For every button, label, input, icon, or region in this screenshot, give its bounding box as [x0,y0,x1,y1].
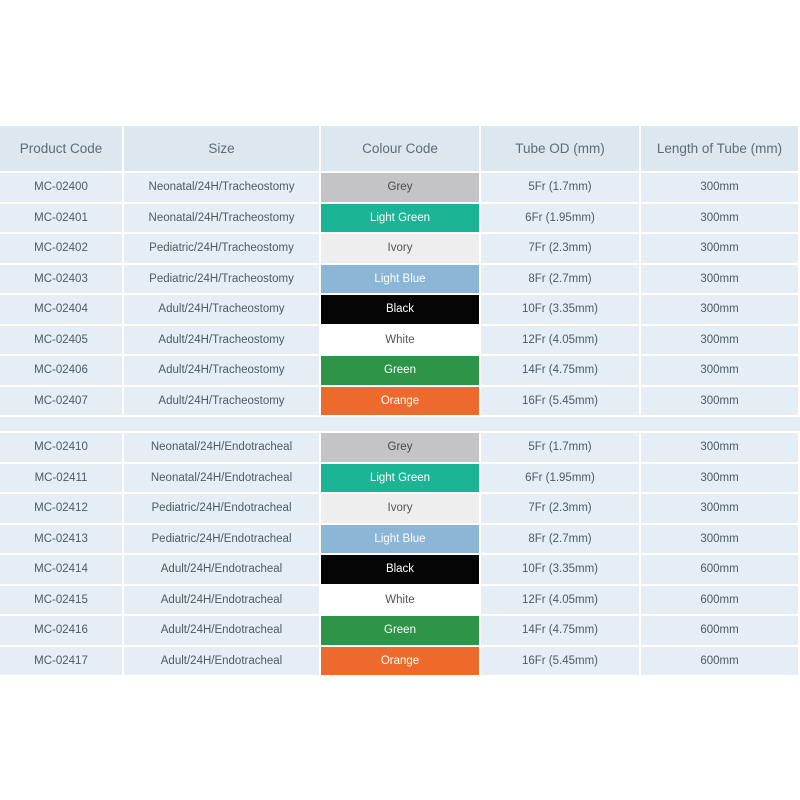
product-code-cell: MC-02402 [0,234,122,263]
colour-code-swatch: Black [321,295,479,324]
colour-code-swatch: Grey [321,433,479,462]
colour-code-swatch: Light Green [321,204,479,233]
colour-code-swatch: Ivory [321,494,479,523]
product-code-cell: MC-02410 [0,433,122,462]
size-cell: Adult/24H/Tracheostomy [124,356,319,385]
tube-od-cell: 14Fr (4.75mm) [481,616,639,645]
tube-od-cell: 6Fr (1.95mm) [481,204,639,233]
length-cell: 300mm [641,433,798,462]
product-code-cell: MC-02414 [0,555,122,584]
length-cell: 300mm [641,387,798,416]
colour-code-swatch: Light Blue [321,525,479,554]
tube-od-cell: 5Fr (1.7mm) [481,173,639,202]
tube-od-cell: 10Fr (3.35mm) [481,555,639,584]
product-code-cell: MC-02416 [0,616,122,645]
size-cell: Adult/24H/Tracheostomy [124,295,319,324]
size-cell: Adult/24H/Endotracheal [124,555,319,584]
length-cell: 300mm [641,356,798,385]
size-cell: Adult/24H/Tracheostomy [124,326,319,355]
table-row [0,647,800,676]
colour-code-swatch: Light Blue [321,265,479,294]
table-body [0,173,800,675]
table-row [0,387,800,416]
table-row [0,616,800,645]
tube-od-cell: 7Fr (2.3mm) [481,234,639,263]
size-cell: Neonatal/24H/Endotracheal [124,464,319,493]
length-cell: 600mm [641,555,798,584]
group-separator [0,417,800,431]
product-code-cell: MC-02403 [0,265,122,294]
tube-od-cell: 16Fr (5.45mm) [481,387,639,416]
tube-od-cell: 10Fr (3.35mm) [481,295,639,324]
length-cell: 300mm [641,173,798,202]
product-code-cell: MC-02406 [0,356,122,385]
header-size: Size [124,126,319,171]
length-cell: 300mm [641,525,798,554]
colour-code-swatch: White [321,586,479,615]
product-code-cell: MC-02401 [0,204,122,233]
tube-od-cell: 7Fr (2.3mm) [481,494,639,523]
table-row [0,433,800,462]
size-cell: Neonatal/24H/Endotracheal [124,433,319,462]
length-cell: 600mm [641,647,798,676]
table-row [0,494,800,523]
table-row [0,464,800,493]
product-code-cell: MC-02405 [0,326,122,355]
product-code-cell: MC-02411 [0,464,122,493]
tube-od-cell: 6Fr (1.95mm) [481,464,639,493]
colour-code-swatch: Ivory [321,234,479,263]
size-cell: Pediatric/24H/Endotracheal [124,525,319,554]
length-cell: 600mm [641,586,798,615]
header-product-code: Product Code [0,126,122,171]
product-code-cell: MC-02400 [0,173,122,202]
size-cell: Adult/24H/Endotracheal [124,616,319,645]
table-row [0,586,800,615]
colour-code-swatch: Black [321,555,479,584]
table-row [0,234,800,263]
length-cell: 300mm [641,204,798,233]
length-cell: 300mm [641,265,798,294]
table-row [0,356,800,385]
size-cell: Pediatric/24H/Tracheostomy [124,265,319,294]
colour-code-swatch: White [321,326,479,355]
tube-od-cell: 8Fr (2.7mm) [481,525,639,554]
tube-od-cell: 14Fr (4.75mm) [481,356,639,385]
colour-code-swatch: Orange [321,387,479,416]
table-row [0,173,800,202]
length-cell: 600mm [641,616,798,645]
size-cell: Neonatal/24H/Tracheostomy [124,173,319,202]
size-cell: Adult/24H/Tracheostomy [124,387,319,416]
product-code-cell: MC-02413 [0,525,122,554]
product-table [0,126,800,677]
tube-od-cell: 16Fr (5.45mm) [481,647,639,676]
header-tube-od: Tube OD (mm) [481,126,639,171]
length-cell: 300mm [641,295,798,324]
size-cell: Adult/24H/Endotracheal [124,586,319,615]
product-code-cell: MC-02407 [0,387,122,416]
size-cell: Neonatal/24H/Tracheostomy [124,204,319,233]
tube-od-cell: 12Fr (4.05mm) [481,326,639,355]
tube-od-cell: 12Fr (4.05mm) [481,586,639,615]
table-row [0,555,800,584]
product-code-cell: MC-02415 [0,586,122,615]
product-code-cell: MC-02412 [0,494,122,523]
size-cell: Pediatric/24H/Endotracheal [124,494,319,523]
table-row [0,265,800,294]
table-header [0,126,800,171]
colour-code-swatch: Green [321,356,479,385]
product-code-cell: MC-02417 [0,647,122,676]
length-cell: 300mm [641,326,798,355]
size-cell: Adult/24H/Endotracheal [124,647,319,676]
length-cell: 300mm [641,494,798,523]
colour-code-swatch: Grey [321,173,479,202]
header-colour-code: Colour Code [321,126,479,171]
header-length-of-tube: Length of Tube (mm) [641,126,798,171]
colour-code-swatch: Orange [321,647,479,676]
tube-od-cell: 5Fr (1.7mm) [481,433,639,462]
colour-code-swatch: Light Green [321,464,479,493]
table-row [0,525,800,554]
size-cell: Pediatric/24H/Tracheostomy [124,234,319,263]
length-cell: 300mm [641,234,798,263]
table-row [0,326,800,355]
colour-code-swatch: Green [321,616,479,645]
tube-od-cell: 8Fr (2.7mm) [481,265,639,294]
table-row [0,204,800,233]
product-code-cell: MC-02404 [0,295,122,324]
length-cell: 300mm [641,464,798,493]
table-row [0,295,800,324]
